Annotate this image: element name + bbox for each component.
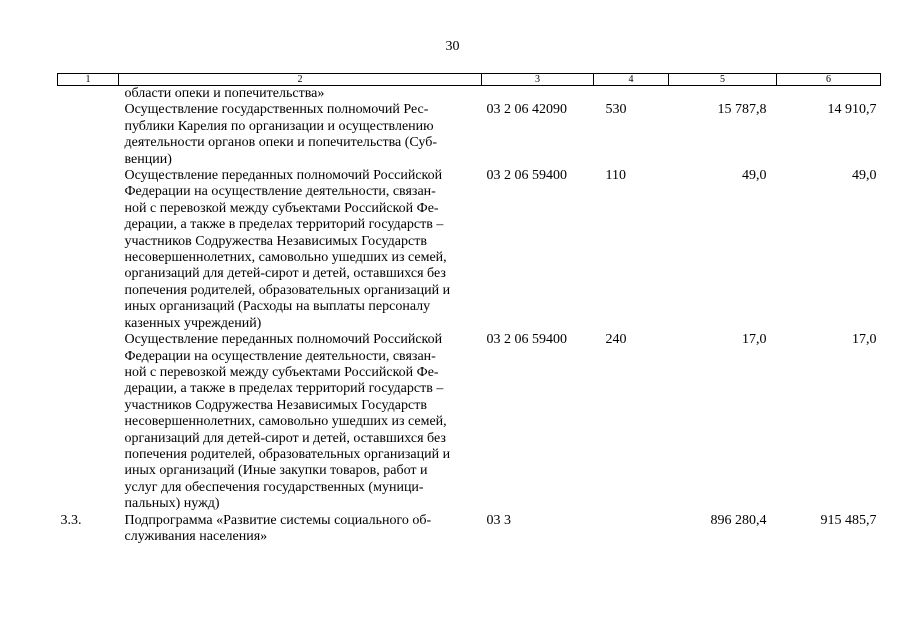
description-line: Осуществление переданных полномочий Российской xyxy=(124,168,443,184)
row-description xyxy=(119,332,482,512)
expense-type-code: 530 xyxy=(605,102,627,118)
budget-table-container xyxy=(57,73,880,545)
description-line: организаций для детей-сирот и детей, оставшихся без xyxy=(124,430,446,446)
row-description xyxy=(119,168,482,332)
description-line: пальных) нужд) xyxy=(124,496,220,512)
description-line: Подпрограмма «Развитие системы социального об- xyxy=(124,512,432,528)
description-line: ной с перевозкой между субъектами Российской Фе- xyxy=(124,364,439,380)
amount-column-6: 915 485,7 xyxy=(820,512,877,528)
column-header-2: 2 xyxy=(119,74,482,86)
row-description xyxy=(119,513,482,546)
description-line: несовершеннолетних, самовольно ушедших из семей, xyxy=(124,250,447,266)
row-number: 3.3. xyxy=(60,512,82,528)
amount-column-5: 49,0 xyxy=(742,168,767,184)
row-description xyxy=(119,86,482,103)
expense-type-code: 240 xyxy=(605,332,627,348)
row-number xyxy=(58,102,119,168)
amount-column-5: 896 280,4 xyxy=(710,512,767,528)
target-article-code: 03 2 06 59400 xyxy=(486,332,567,348)
row-number xyxy=(58,332,119,512)
description-line: организаций для детей-сирот и детей, оставшихся без xyxy=(124,266,446,282)
table-row xyxy=(58,86,881,103)
description-line: несовершеннолетних, самовольно ушедших из семей, xyxy=(124,414,447,430)
description-line: области опеки и попечительства» xyxy=(124,86,325,101)
description-line: Осуществление переданных полномочий Российской xyxy=(124,332,443,348)
target-article-code: 03 2 06 59400 xyxy=(486,168,567,184)
target-article-code: 03 3 xyxy=(486,512,511,528)
amount-column-5: 15 787,8 xyxy=(717,102,767,118)
column-number-header-row xyxy=(58,74,881,86)
description-line: участников Содружества Независимых Государств xyxy=(124,397,427,413)
column-header-3: 3 xyxy=(482,74,594,86)
table-row xyxy=(58,102,881,168)
amount-column-5 xyxy=(669,86,777,103)
description-line: дерации, а также в пределах территорий государств – xyxy=(124,217,444,233)
amount-column-5: 17,0 xyxy=(742,332,767,348)
description-line: публики Карелия по организации и осуществлению xyxy=(124,118,434,134)
table-row xyxy=(58,332,881,512)
column-header-1: 1 xyxy=(58,74,119,86)
amount-column-6 xyxy=(777,86,881,103)
description-line: попечения родителей, образовательных организаций и xyxy=(124,446,451,462)
description-line: Федерации на осуществление деятельности, связан- xyxy=(124,348,436,364)
column-header-5: 5 xyxy=(669,74,777,86)
row-description xyxy=(119,102,482,168)
table-row xyxy=(58,513,881,546)
description-line: деятельности органов опеки и попечительства (Суб- xyxy=(124,135,438,151)
column-header-4: 4 xyxy=(594,74,669,86)
row-number xyxy=(58,168,119,332)
amount-column-6: 17,0 xyxy=(852,332,877,348)
description-line: дерации, а также в пределах территорий государств – xyxy=(124,381,444,397)
table-body xyxy=(58,86,881,546)
description-line: Осуществление государственных полномочий Рес- xyxy=(124,102,429,118)
description-line: услуг для обеспечения государственных (муници- xyxy=(124,479,424,495)
description-line: казенных учреждений) xyxy=(124,315,262,331)
target-article-code: 03 2 06 42090 xyxy=(486,102,567,118)
amount-column-6: 14 910,7 xyxy=(827,102,877,118)
expense-type-code xyxy=(594,86,669,103)
expense-type-code xyxy=(594,513,669,546)
expense-type-code: 110 xyxy=(605,168,626,184)
description-line: иных организаций (Иные закупки товаров, работ и xyxy=(124,463,428,479)
description-line: служивания населения» xyxy=(124,528,268,544)
description-line: иных организаций (Расходы на выплаты персоналу xyxy=(124,299,431,315)
description-line: участников Содружества Независимых Государств xyxy=(124,233,427,249)
table-row xyxy=(58,168,881,332)
row-number xyxy=(58,86,119,103)
description-line: ной с перевозкой между субъектами Российской Фе- xyxy=(124,200,439,216)
description-line: попечения родителей, образовательных организаций и xyxy=(124,282,451,298)
budget-table xyxy=(57,73,881,545)
page-number: 30 xyxy=(445,39,460,54)
description-line: Федерации на осуществление деятельности, связан- xyxy=(124,184,436,200)
description-line: венции) xyxy=(124,151,172,167)
amount-column-6: 49,0 xyxy=(852,168,877,184)
target-article-code xyxy=(482,86,594,103)
column-header-6: 6 xyxy=(777,74,881,86)
